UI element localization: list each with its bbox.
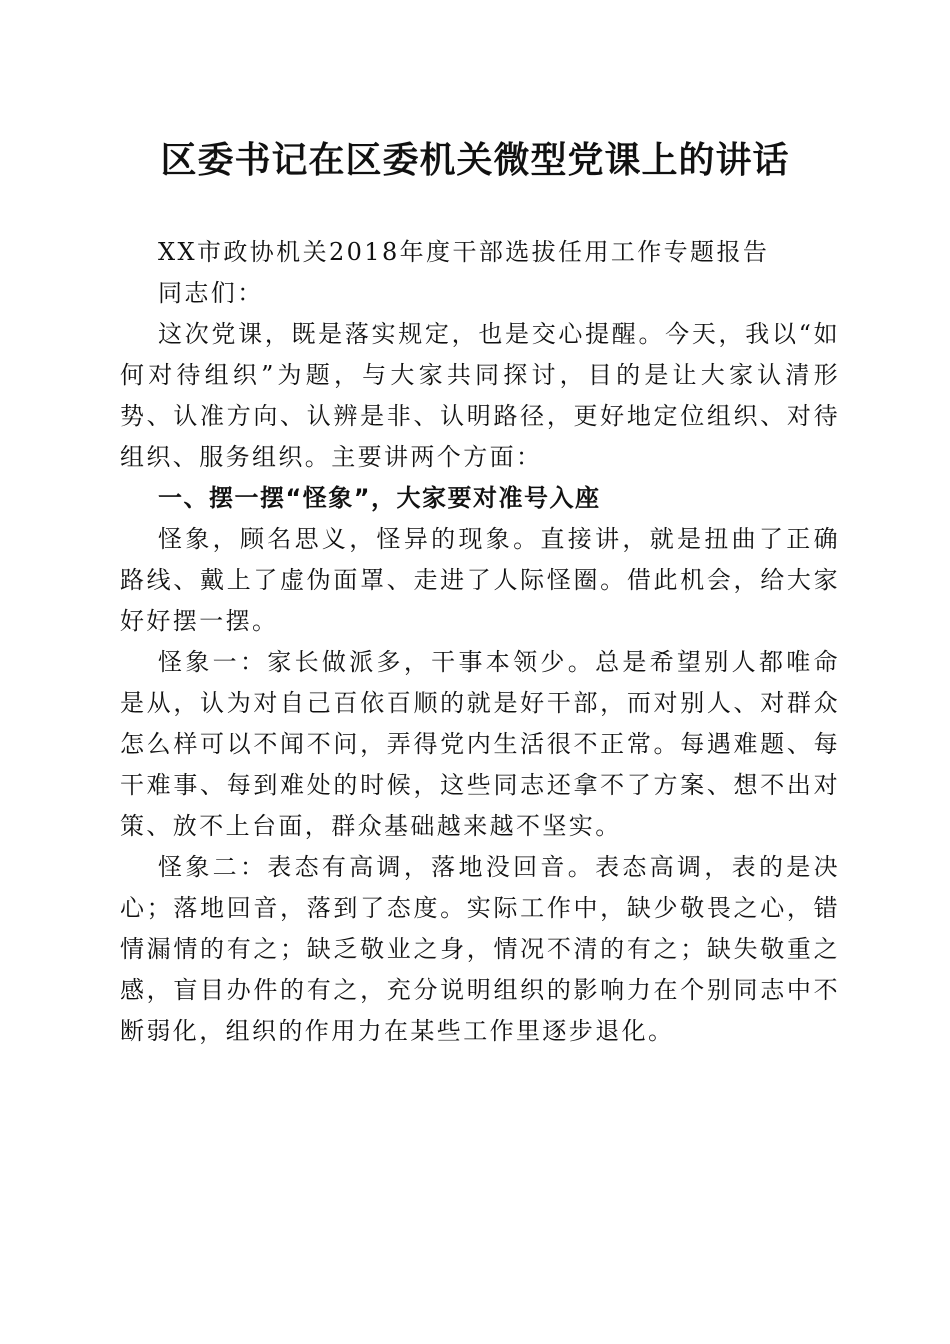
salutation: 同志们： [158, 279, 264, 307]
section-heading: 一、摆一摆“怪象”，大家要对准号入座 [158, 484, 601, 512]
paragraph-definition: 怪象，顾名思义，怪异的现象。直接讲，就是扭曲了正确路线、戴上了虚伪面罩、走进了人际怪圈。借此机会，给大家好好摆一摆。 [120, 525, 840, 635]
intro-paragraph: 这次党课，既是落实规定，也是交心提醒。今天，我以“如何对待组织”为题，与大家共同探讨，目的是让大家认清形势、认准方向、认辨是非、认明路径，更好地定位组织、对待组织、服务组织。主要讲两个方面： [120, 320, 840, 471]
paragraph-phenomenon-one: 怪象一：家长做派多，干事本领少。总是希望别人都唯命是从，认为对自己百依百顺的就是好干部，而对别人、对群众怎么样可以不闻不问，弄得党内生活很不正常。每遇难题、每干难事、每到难处的时候，这些同志还拿不了方案、想不出对策、放不上台面，群众基础越来越不坚实。 [120, 648, 840, 840]
document-title: 区委书记在区委机关微型党课上的讲话 [160, 139, 790, 181]
report-subtitle: XX市政协机关2018年度干部选拔任用工作专题报告 [158, 238, 770, 266]
document-body [120, 232, 840, 1052]
paragraph-phenomenon-two: 怪象二：表态有高调，落地没回音。表态高调，表的是决心；落地回音，落到了态度。实际工作中，缺少敬畏之心，错情漏情的有之；缺乏敬业之身，情况不清的有之；缺失敬重之感，盲目办件的有之，充分说明组织的影响力在个别同志中不断弱化，组织的作用力在某些工作里逐步退化。 [120, 853, 840, 1045]
